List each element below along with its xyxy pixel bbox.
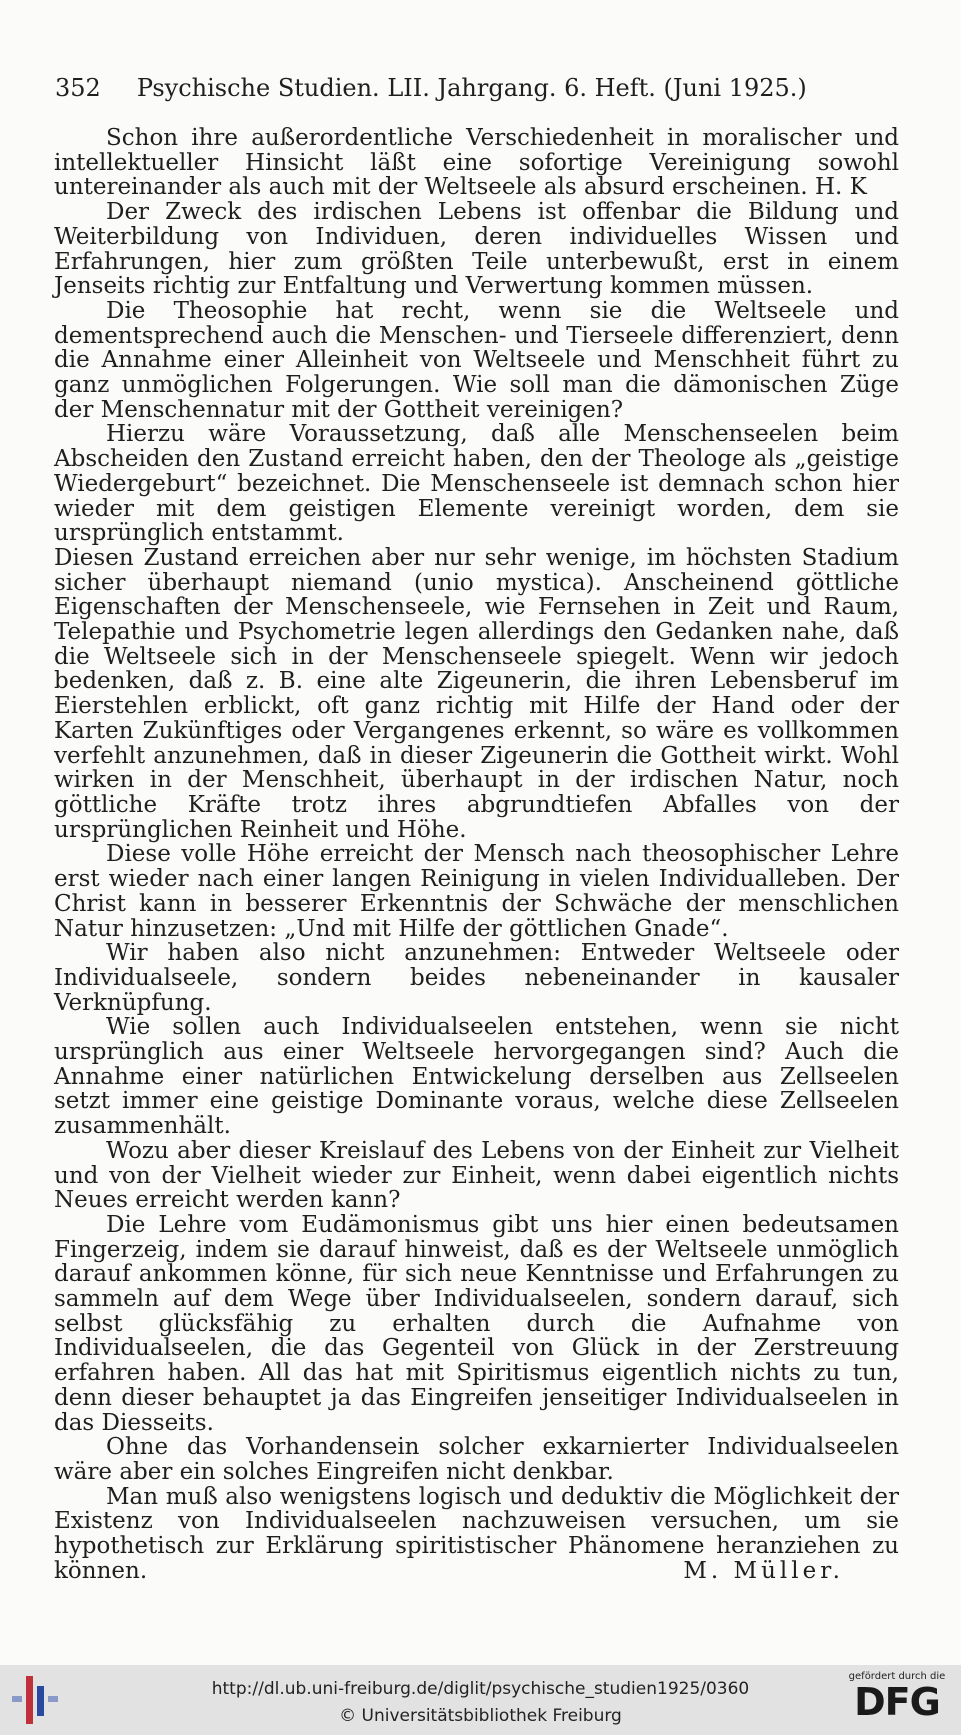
author-signature: M. Müller. — [683, 1558, 844, 1585]
paragraph: Wir haben also nicht anzunehmen: Entweder Weltseele oder Individualseele, sondern beides nebeneinander in kausaler Verknüpfung. — [54, 940, 899, 1016]
paragraph: Hierzu wäre Voraussetzung, daß alle Menschenseelen beim Abscheiden den Zustand erreicht haben, den der Theologe als „geistige Wiedergeburt“ bezeichnet. Die Menschenseele ist demnach schon hier wieder mit dem geistigen Elemente vereinigt worden, dem sie ursprünglich entstammt. — [54, 421, 899, 547]
paragraph: Die Lehre vom Eudämonismus gibt uns hier einen bedeutsamen Fingerzeig, indem sie darauf hinweist, daß es der Weltseele unmöglich darauf ankommen könne, für sich neue Kenntnisse und Erfahrungen zu sammeln auf dem Wege über Individualseelen, sondern darauf, sich selbst glücksfähig zu erhalten durch die Aufnahme von Individualseelen, die das Gegenteil von Glück in der Zerstreuung erfahren haben. All das hat mit Spiritismus eigentlich nichts zu tun, denn dieser behauptet ja das Eingreifen jenseitiger Individualseelen in das Diesseits. — [54, 1211, 899, 1436]
paragraph: Ohne das Vorhandensein solcher exkarnierter Individualseelen wäre aber ein solches Eingreifen nicht denkbar. — [54, 1434, 899, 1485]
paragraph: Wozu aber dieser Kreislauf des Lebens von der Einheit zur Vielheit und von der Vielheit wieder zur Einheit, wenn dabei eigentlich nichts Neues erreicht werden kann? — [54, 1137, 899, 1214]
paragraph: Wie sollen auch Individualseelen entstehen, wenn sie nicht ursprünglich aus einer Weltseele hervorgegangen sind? Auch die Annahme einer natürlichen Entwickelung derselben aus Zellseelen setzt immer eine geistige Dominante voraus, welche diese Zellseelen zusammenhält. — [54, 1014, 899, 1140]
paragraph: Diese volle Höhe erreicht der Mensch nach theosophischer Lehre erst wieder nach einer langen Reinigung in vielen Individualleben. Der Christ kann in besserer Erkenntnis der Schwäche der menschlichen Natur hinzusetzen: „Und mit Hilfe der göttlichen Gnade“. — [54, 841, 899, 942]
article-body — [54, 126, 899, 1584]
dfg-funding-text: gefördert durch die — [848, 1671, 946, 1682]
paragraph: Man muß also wenigstens logisch und deduktiv die Möglichkeit der Existenz von Individualseelen nachzuweisen versuchen, um sie hypothetisch zur Erklärung spiritistischer Phänomene heranziehen zu können. — [54, 1483, 899, 1584]
copyright-notice: © Universitätsbibliothek Freiburg — [339, 1706, 622, 1726]
running-title: Psychische Studien. LII. Jahrgang. 6. Heft. (Juni 1925.) — [136, 74, 807, 102]
viewer-footer — [0, 1665, 961, 1735]
paragraph: Diesen Zustand erreichen aber nur sehr wenige, im höchsten Stadium sicher überhaupt niemand (unio mystica). Anscheinend göttliche Eigenschaften der Menschenseele, wie Fernsehen in Zeit und Raum, Telepathie und Psychometrie legen allerdings den Gedanken nahe, daß die Weltseele sich in der Menschenseele spiegelt. Wenn wir jedoch bedenken, daß z. B. eine alte Zigeunerin, die ihren Lebensberuf im Eierstehlen erblickt, oft ganz richtig mit Hilfe der Hand oder der Karten Zukünftiges oder Vergangenes erkennt, so wäre es vollkommen verfehlt anzunehmen, daß in dieser Zigeunerin die Gottheit wirkt. Wohl wirken in der Menschheit, überhaupt in der irdischen Natur, noch göttliche Kräfte trotz ihres abgrundtiefen Abfalles von der ursprünglichen Reinheit und Höhe. — [54, 544, 899, 843]
dfg-logo-text: DFG — [854, 1680, 940, 1724]
paragraph: Der Zweck des irdischen Lebens ist offenbar die Bildung und Weiterbildung von Individuen, deren individuelles Wissen und Erfahrungen, hier zum größten Teile unterbewußt, erst in einem Jenseits richtig zur Entfaltung und Verwertung kommen müssen. — [54, 199, 899, 300]
page-number: 352 — [55, 74, 101, 102]
running-header — [55, 74, 915, 102]
dfg-logo — [845, 1671, 949, 1722]
permalink-url[interactable]: http://dl.ub.uni-freiburg.de/diglit/psychische_studien1925/0360 — [211, 1679, 750, 1699]
paragraph: Schon ihre außerordentliche Verschiedenheit in moralischer und intellektueller Hinsicht läßt eine sofortige Vereinigung sowohl untereinander als auch mit der Weltseele als absurd erscheinen. H. K — [54, 125, 899, 201]
paragraph: Die Theosophie hat recht, wenn sie die Weltseele und dementsprechend auch die Menschen- und Tierseele differenziert, denn die Annahme einer Alleinheit von Weltseele und Menschheit führt zu ganz unmöglichen Folgerungen. Wie soll man die dämonischen Züge der Menschennatur mit der Gottheit vereinigen? — [54, 297, 899, 423]
